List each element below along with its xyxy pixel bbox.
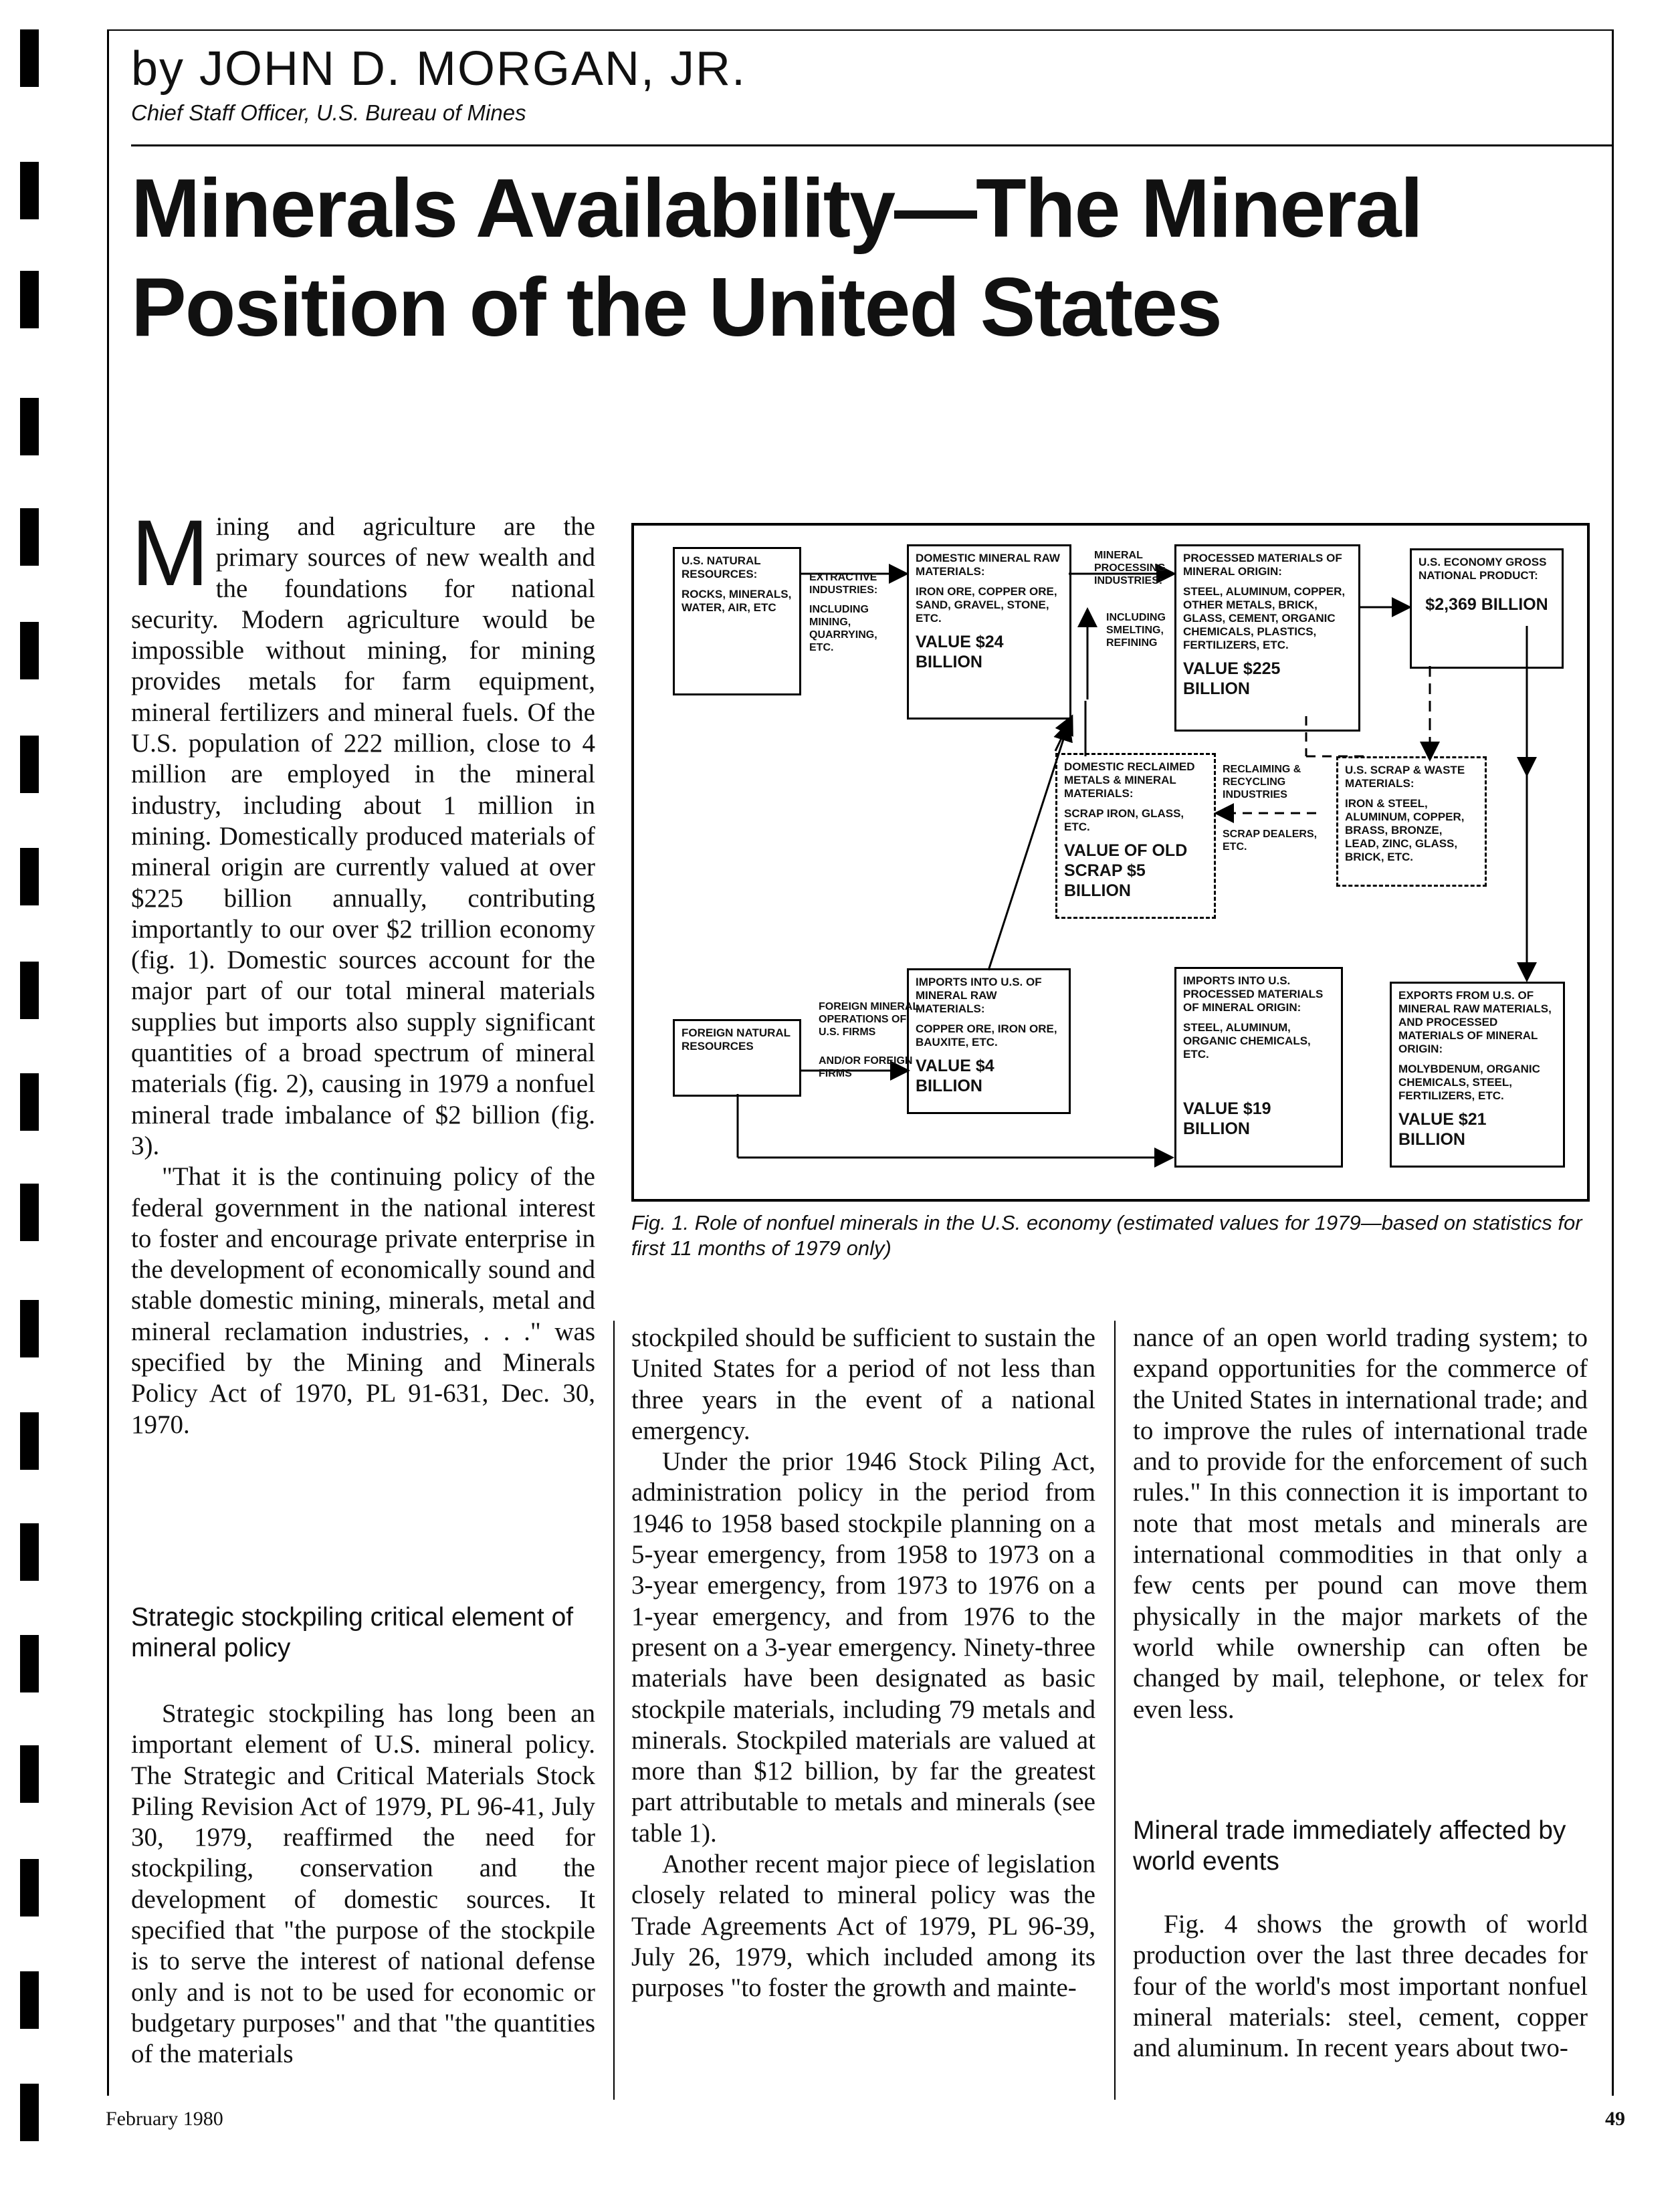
label-title: MINERAL PROCESSING INDUSTRIES:	[1094, 550, 1166, 586]
box-value: VALUE $19 BILLION	[1183, 1099, 1271, 1138]
box-items: MOLYBDENUM, ORGANIC CHEMICALS, STEEL, FERTILIZERS, ETC.	[1398, 1063, 1540, 1102]
column-1-lower	[131, 1698, 595, 2070]
box-title: U.S. SCRAP & WASTE MATERIALS:	[1345, 764, 1465, 790]
label-items: INCLUDING SMELTING, REFINING	[1106, 612, 1166, 649]
article-title	[131, 159, 1602, 357]
title-line-1: Minerals Availability—The Mineral	[131, 162, 1423, 255]
footer-date: February 1980	[106, 2108, 223, 2130]
binder-mark	[20, 1635, 39, 1692]
binder-mark	[20, 848, 39, 905]
box-domestic-mineral-raw-materials	[907, 544, 1071, 720]
box-title: DOMESTIC RECLAIMED METALS & MINERAL MATERIALS:	[1064, 760, 1195, 800]
page-number: 49	[1605, 2108, 1625, 2130]
binder-mark	[20, 162, 39, 219]
paragraph: nance of an open world trading system; to expand opportunities for the commerce of the United States in international trade; and to improve the rules of international trade and to provide for the enforcement of such rules." In this connection it is important to note that most metals and minerals are international commodities in that only a few cents per pound can move them physically in the major markets of the world while ownership can often be changed by mail, telephone, or telex for even less.	[1133, 1323, 1588, 1724]
frame-right-rule	[1612, 29, 1614, 2096]
author-affiliation: Chief Staff Officer, U.S. Bureau of Mines	[131, 100, 526, 125]
box-items: COPPER ORE, IRON ORE, BAUXITE, ETC.	[916, 1022, 1057, 1049]
paragraph: Fig. 4 shows the growth of world production over the last three decades for four of the world's most important nonfuel mineral materials: steel, cement, copper and aluminum. In recent years about two-	[1133, 1910, 1588, 2063]
box-imports-processed	[1174, 967, 1343, 1168]
frame-left-rule	[107, 29, 109, 2096]
box-items: IRON ORE, COPPER ORE, SAND, GRAVEL, STONE, ETC.	[916, 585, 1057, 625]
binder-mark	[20, 1184, 39, 1241]
binder-mark	[20, 508, 39, 566]
label-title: EXTRACTIVE INDUSTRIES:	[809, 572, 878, 596]
binder-mark	[20, 962, 39, 1019]
binder-mark	[20, 271, 39, 328]
box-imports-raw	[907, 968, 1071, 1114]
binder-mark	[20, 622, 39, 679]
label-items: AND/OR FOREIGN FIRMS	[819, 1055, 913, 1079]
label-items: INCLUDING MINING, QUARRYING, ETC.	[809, 604, 877, 653]
byline: by JOHN D. MORGAN, JR.	[131, 42, 747, 96]
box-title: DOMESTIC MINERAL RAW MATERIALS:	[916, 552, 1060, 578]
binder-mark	[20, 1745, 39, 1803]
box-foreign-natural-resources	[673, 1019, 801, 1097]
paragraph: Strategic stockpiling has long been an important element of U.S. mineral policy. The Strategic and Critical Materials Stock Piling Revision Act of 1979, PL 96-41, July 30, 1979, reaffirmed the need for stockpiling, conservation and the development of domestic sources. It specified that "the purpose of the stockpile is to serve the interest of national defense only and is not to be used for economic or budgetary purposes" and that "the quantities of the materials	[131, 1699, 595, 2069]
column-2	[631, 1323, 1095, 2004]
binder-mark	[20, 1073, 39, 1131]
box-value: VALUE $21 BILLION	[1398, 1110, 1487, 1149]
box-title: PROCESSED MATERIALS OF MINERAL ORIGIN:	[1183, 552, 1342, 578]
box-value: VALUE $24 BILLION	[916, 633, 1004, 671]
box-title: FOREIGN NATURAL RESOURCES	[681, 1026, 791, 1053]
box-exports	[1390, 982, 1565, 1168]
binder-mark	[20, 1971, 39, 2029]
paragraph-text: ining and agriculture are the primary sources of new wealth and the foundations for national security. Modern agriculture would be impossible without mining, for mining provides metals for farm equipment, mineral fertilizers and mineral fuels. Of the U.S. population of 222 million, close to 4 million are employed in the mineral industry, including about 1 million in mining. Domestically produced materials of mineral origin are currently valued at over $225 billion annually, contributing importantly to our over $2 trillion economy (fig. 1). Domestic sources account for the major part of our total mineral materials supplies but imports also supply significant quantities of a broad spectrum of mineral materials (fig. 2), causing in 1979 a nonfuel mineral trade imbalance of $2 billion (fig. 3).	[131, 512, 595, 1160]
box-processed-materials	[1174, 544, 1360, 732]
box-items: ROCKS, MINERALS, WATER, AIR, ETC	[681, 588, 792, 614]
box-items: SCRAP IRON, GLASS, ETC.	[1064, 807, 1184, 833]
top-rule	[107, 29, 1614, 31]
label-mineral-processing	[1094, 549, 1174, 649]
figure-1-flow-diagram	[631, 523, 1590, 1202]
paragraph: Under the prior 1946 Stock Piling Act, administration policy in the period from 1946 to 1958 based stockpile planning on a 5-year emergency, from 1958 to 1973 on a 3-year emergency, from 1973 to 1976 on a 1-year emergency, and from 1976 to the present on a 3-year emergency. Ninety-three materials have been designated as basic stockpile materials, including 79 metals and minerals. Stockpiled materials are valued at more than $12 billion, by far the greatest part attributable to metals and minerals (see table 1).	[631, 1447, 1095, 1848]
title-line-2: Position of the United States	[131, 261, 1221, 354]
paragraph: Another recent major piece of legislation closely related to mineral policy was the Trade Agreements Act of 1979, PL 96-39, July 26, 1979, which included among its purposes "to foster the growth and mainte-	[631, 1850, 1095, 2003]
section-heading: Strategic stockpiling critical element of mineral policy	[131, 1603, 574, 1662]
box-items: STEEL, ALUMINUM, ORGANIC CHEMICALS, ETC.	[1183, 1021, 1311, 1061]
binder-mark	[20, 398, 39, 455]
binder-mark	[20, 1412, 39, 1470]
label-extractive-industries	[809, 571, 903, 654]
box-title: IMPORTS INTO U.S. OF MINERAL RAW MATERIALS:	[916, 976, 1042, 1015]
column-rule-1	[613, 1321, 615, 2100]
box-title: U.S. ECONOMY GROSS NATIONAL PRODUCT:	[1419, 556, 1547, 582]
column-rule-2	[1114, 1321, 1116, 2100]
column-1-upper	[131, 500, 595, 1440]
column-3-lower	[1133, 1909, 1588, 2064]
paragraph: "That it is the continuing policy of the federal government in the national interest to foster and encourage private enterprise in the development of economically sound and stable domestic mining, minerals, metal and mineral reclamation industries, . . ." was specified by the Mining and Minerals Policy Act of 1970, PL 91-631, Dec. 30, 1970.	[131, 1162, 595, 1439]
box-items: IRON & STEEL, ALUMINUM, COPPER, BRASS, BRONZE, LEAD, ZINC, GLASS, BRICK, ETC.	[1345, 797, 1465, 863]
label-title: RECLAIMING & RECYCLING INDUSTRIES	[1223, 764, 1301, 800]
title-rule	[131, 144, 1613, 146]
box-title: EXPORTS FROM U.S. OF MINERAL RAW MATERIALS, AND PROCESSED MATERIALS OF MINERAL ORIGIN:	[1398, 989, 1552, 1055]
label-title: FOREIGN MINERAL OPERATIONS OF U.S. FIRMS	[819, 1001, 919, 1038]
box-domestic-reclaimed	[1055, 753, 1216, 919]
figure-caption: Fig. 1. Role of nonfuel minerals in the U.S. economy (estimated values for 1979—based on statistics for first 11 months of 1979 only)	[631, 1211, 1582, 1260]
binder-mark	[20, 1523, 39, 1581]
box-value: VALUE OF OLD SCRAP $5 BILLION	[1064, 841, 1188, 900]
box-title: U.S. NATURAL RESOURCES:	[681, 554, 761, 580]
box-value: VALUE $4 BILLION	[916, 1057, 994, 1095]
drop-cap: M	[131, 500, 209, 605]
binder-mark	[20, 2084, 39, 2141]
box-title: IMPORTS INTO U.S. PROCESSED MATERIALS OF MINERAL ORIGIN:	[1183, 974, 1324, 1014]
box-us-natural-resources	[673, 547, 801, 695]
paragraph	[131, 500, 595, 1162]
binder-mark	[20, 736, 39, 793]
label-items: SCRAP DEALERS, ETC.	[1223, 829, 1318, 853]
binder-mark	[20, 1300, 39, 1357]
label-recycling-industries	[1223, 763, 1323, 853]
box-us-gnp	[1410, 548, 1564, 669]
label-foreign-operations	[819, 1000, 919, 1080]
column-3-upper	[1133, 1323, 1588, 1725]
binder-mark	[20, 29, 39, 87]
box-us-scrap	[1336, 756, 1487, 887]
section-heading: Mineral trade immediately affected by world events	[1133, 1816, 1566, 1876]
box-value: VALUE $225 BILLION	[1183, 659, 1281, 698]
paragraph: stockpiled should be sufficient to sustain the United States for a period of not less than three years in the event of a national emergency.	[631, 1323, 1095, 1445]
box-items: STEEL, ALUMINUM, COPPER, OTHER METALS, BRICK, GLASS, CEMENT, ORGANIC CHEMICALS, PLASTICS, FERTILIZERS, ETC.	[1183, 585, 1346, 651]
binder-mark	[20, 1859, 39, 1916]
box-value: $2,369 BILLION	[1425, 595, 1548, 614]
